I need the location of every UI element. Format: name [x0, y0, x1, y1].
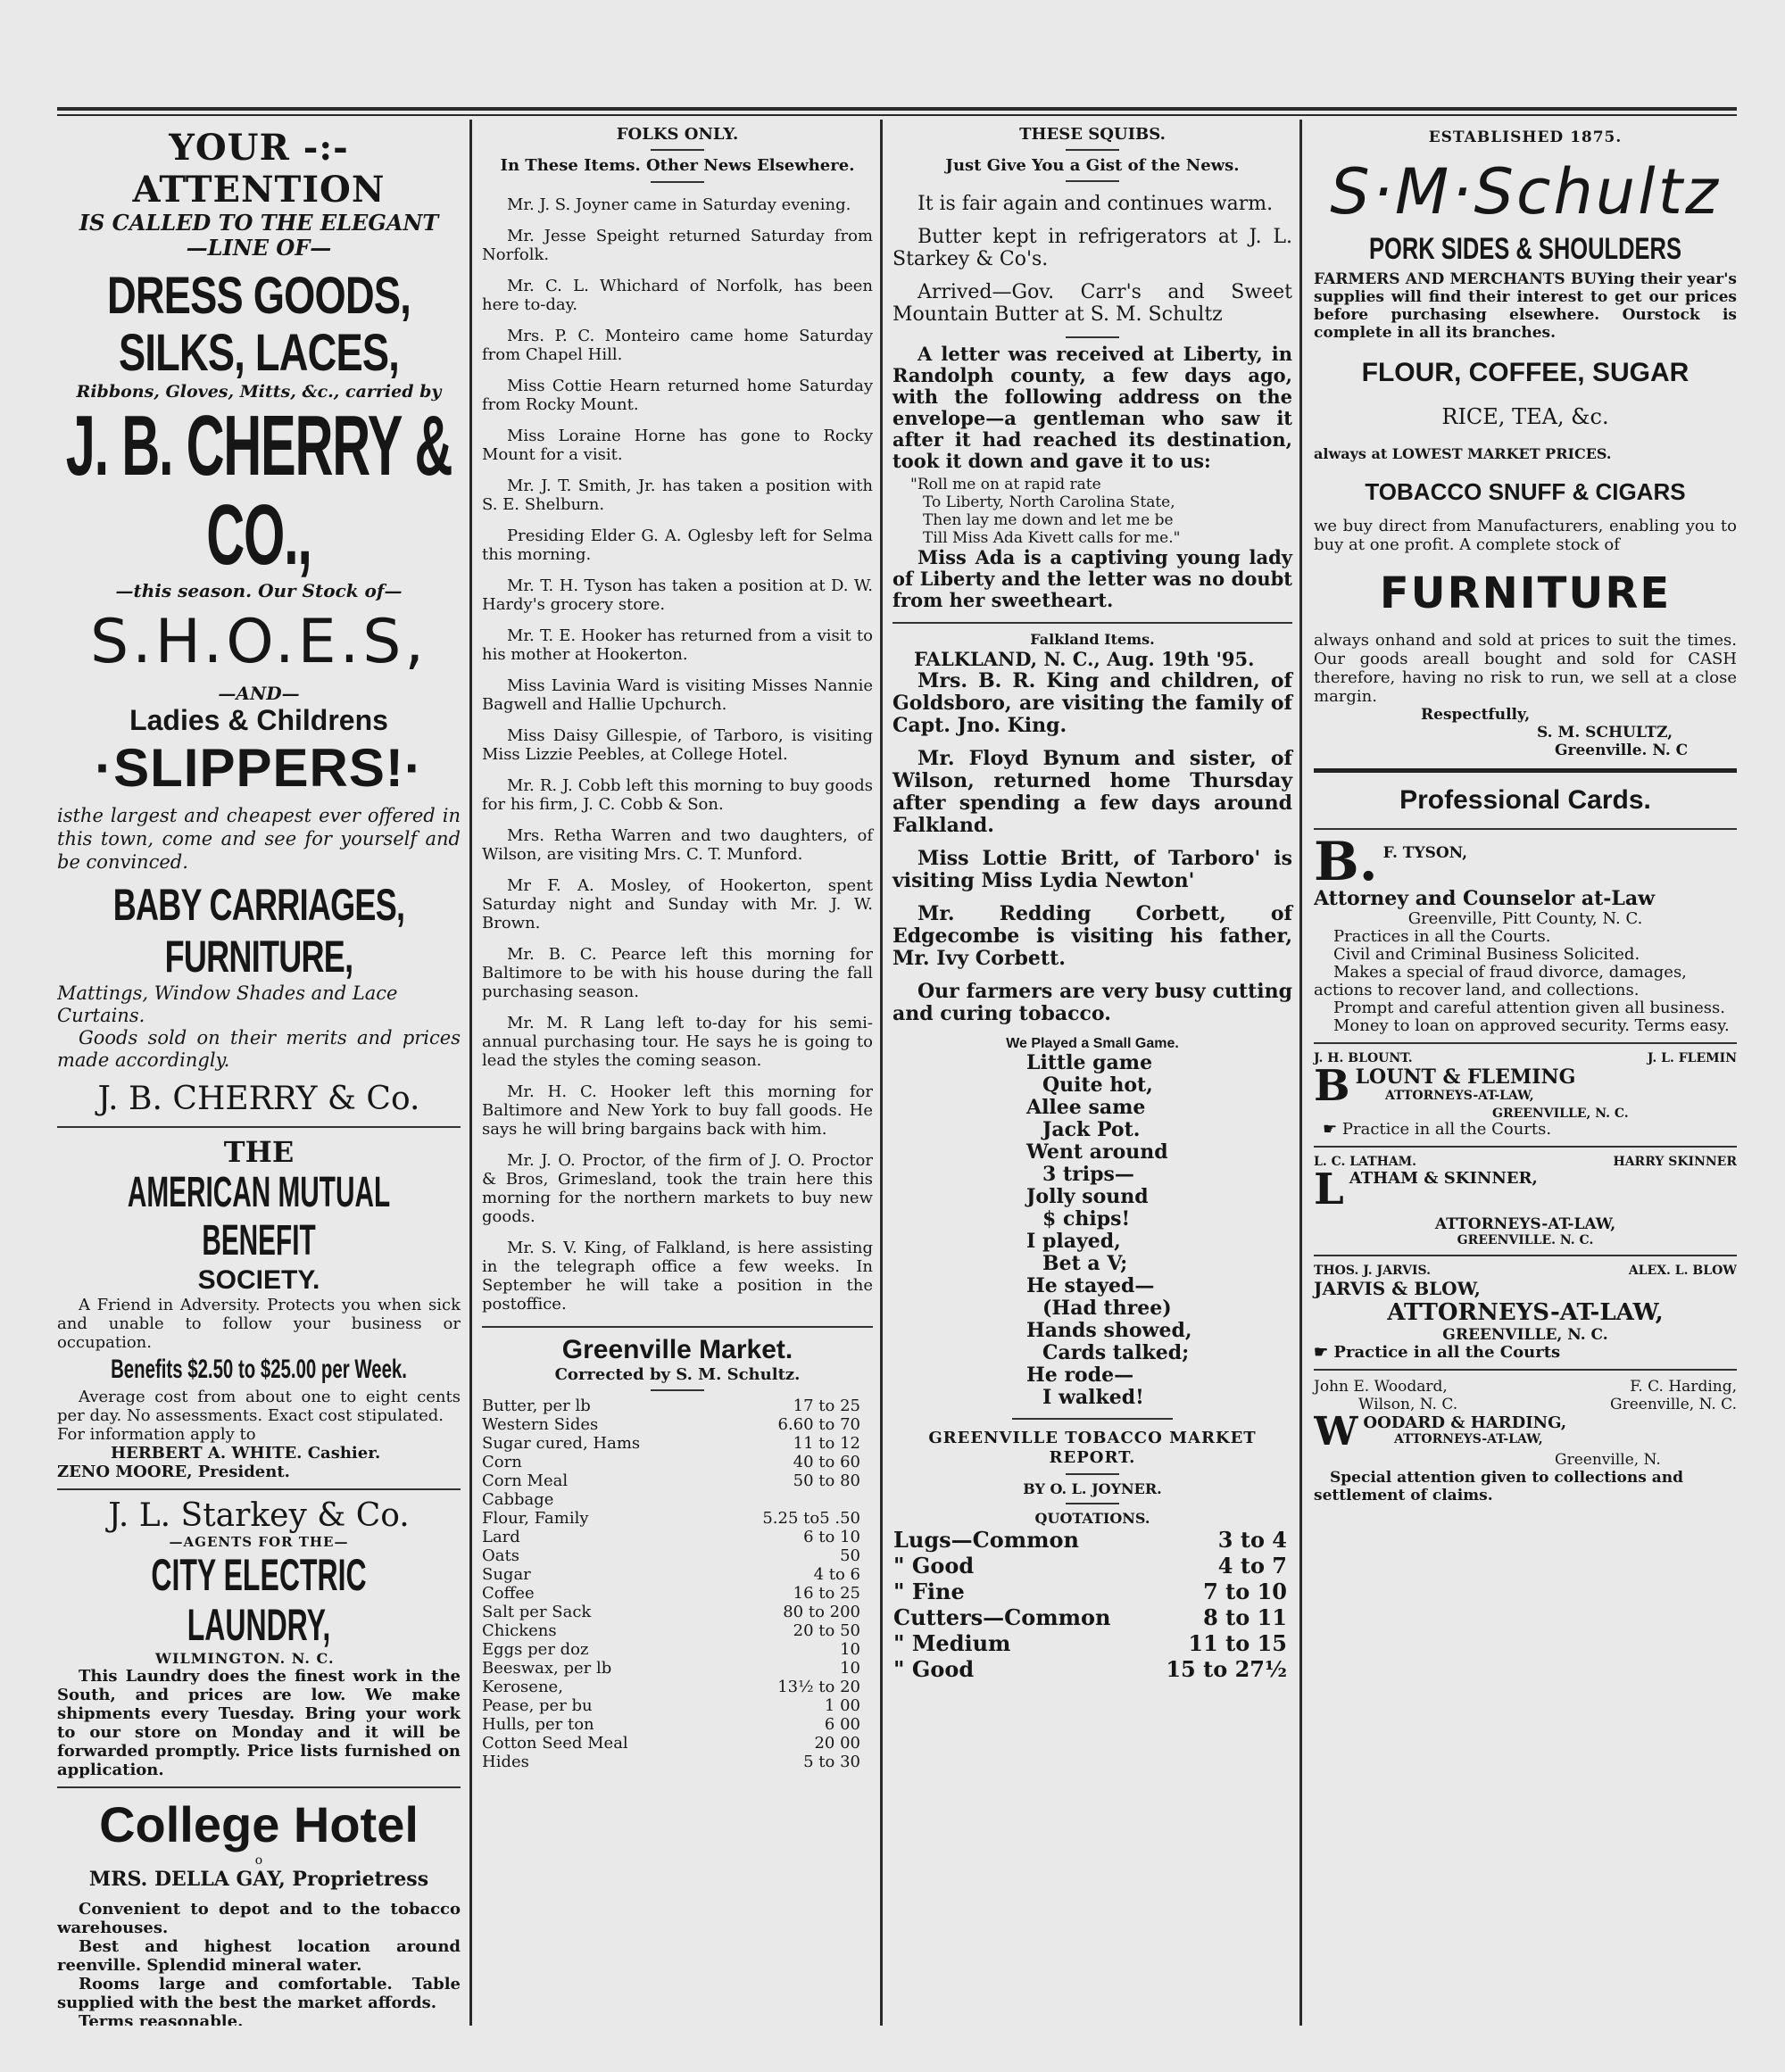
- table-row: [482, 1659, 873, 1678]
- pointing-hand-icon: ☛: [1314, 1343, 1329, 1362]
- starkey-name: J. L. Starkey & Co.: [108, 1497, 410, 1534]
- market-price: 50 to 80: [793, 1471, 860, 1490]
- market-item: Flour, Family: [482, 1509, 589, 1528]
- always-text: always onhand and sold at prices to suit the times. Our goods areall bought and sold for CASH therefore, having no risk to run, we sell at a close margin.: [1314, 631, 1737, 706]
- line-of: —LINE OF—: [186, 235, 332, 261]
- attention-headline: YOUR -:- ATTENTION: [132, 127, 386, 211]
- verse-line: Then lay me down and let me be: [923, 511, 1174, 529]
- quote-value: 15 to 27½: [1166, 1656, 1287, 1682]
- list-item: Mr. B. C. Pearce left this morning for Baltimore to be with his house during the fall purchasing season.: [482, 945, 873, 1001]
- professional-cards-title: Professional Cards.: [1399, 785, 1651, 815]
- respectfully: Respectfully,: [1421, 706, 1531, 724]
- quote-label: Lugs—Common: [893, 1527, 1079, 1553]
- divider: [57, 1488, 461, 1490]
- blount-initial: B: [1314, 1065, 1350, 1106]
- list-item: Mrs. P. C. Monteiro came home Saturday from Chapel Hill.: [482, 327, 873, 364]
- column-4: [1307, 120, 1737, 2026]
- table-row: [482, 1453, 873, 1471]
- table-row: [482, 1415, 873, 1434]
- average-text: Average cost from about one to eight cents per day. No assessments. Exact cost stipulated.: [57, 1388, 461, 1425]
- table-row: [482, 1621, 873, 1640]
- quote-value: 3 to 4: [1217, 1527, 1287, 1553]
- market-price: 20 00: [814, 1734, 860, 1753]
- short-rule: [1066, 149, 1119, 151]
- tyson-name: F. TYSON,: [1382, 844, 1468, 862]
- short-rule: [651, 149, 704, 151]
- latham-town: GREENVILLE. N. C.: [1457, 1233, 1594, 1247]
- woodard-right: F. C. Harding,: [1630, 1378, 1737, 1396]
- hotel-p3: Rooms large and comfortable. Table supplied with the best the market affords.: [57, 1975, 461, 2012]
- squib-2: Butter kept in refrigerators at J. L. Starkey & Co's.: [892, 226, 1292, 270]
- blount-right: J. L. FLEMIN: [1647, 1051, 1737, 1065]
- tyson-line: Prompt and careful attention given all business.: [1333, 999, 1725, 1017]
- quote-value: 4 to 7: [1217, 1553, 1287, 1579]
- market-item: Lard: [482, 1528, 520, 1546]
- table-row: [892, 1656, 1292, 1682]
- woodard-left: John E. Woodard,: [1314, 1378, 1448, 1396]
- info-line: For information apply to: [57, 1425, 256, 1444]
- market-item: Sugar: [482, 1565, 531, 1584]
- mutual-name: AMERICAN MUTUAL BENEFIT: [127, 1169, 391, 1264]
- verse-line: To Liberty, North Carolina State,: [923, 493, 1175, 511]
- quote-label: " Good: [893, 1553, 975, 1579]
- market-price: 10: [840, 1659, 860, 1678]
- divider: [1314, 1042, 1737, 1044]
- table-row: [482, 1509, 873, 1528]
- woodard-initial: W: [1314, 1413, 1358, 1451]
- poem-line: (Had three): [1042, 1297, 1172, 1320]
- poem-line: Jack Pot.: [1042, 1118, 1141, 1141]
- column-2: [477, 120, 878, 2026]
- quote-value: 11 to 15: [1188, 1630, 1287, 1656]
- list-item: Mr F. A. Mosley, of Hookerton, spent Saturday night and Sunday with Mr. J. W. Brown.: [482, 876, 873, 932]
- newspaper-page: [57, 107, 1737, 2026]
- market-corrected: Corrected by S. M. Schultz.: [554, 1365, 801, 1384]
- poem-line: He rode—: [1026, 1363, 1134, 1387]
- latham-left: L. C. LATHAM.: [1314, 1155, 1417, 1169]
- divider: [892, 622, 1292, 624]
- tobacco-by: BY O. L. JOYNER.: [1023, 1480, 1162, 1497]
- list-item: Mr. J. O. Proctor, of the firm of J. O. Proctor & Bros, Grimesland, took the train here this morning for the northern markets to buy new goods.: [482, 1151, 873, 1226]
- market-item: Pease, per bu: [482, 1696, 593, 1715]
- poem-line: Jolly sound: [1026, 1185, 1149, 1208]
- poem-line: Allee same: [1026, 1096, 1146, 1119]
- furniture-headline: FURNITURE: [1379, 568, 1672, 618]
- divider: [57, 1126, 461, 1128]
- poem-line: He stayed—: [1026, 1274, 1155, 1297]
- latham-card: [1314, 1155, 1737, 1247]
- table-row: [482, 1603, 873, 1621]
- jarvis-firm: JARVIS & BLOW,: [1314, 1278, 1481, 1299]
- table-row: [482, 1678, 873, 1696]
- table-row: [482, 1528, 873, 1546]
- list-item: Mr. T. E. Hooker has returned from a visit to his mother at Hookerton.: [482, 626, 873, 664]
- falkland-3: Miss Lottie Britt, of Tarboro' is visiting Miss Lydia Newton': [892, 847, 1292, 892]
- woodard-card: [1314, 1378, 1737, 1504]
- rice-line: RICE, TEA, &c.: [1441, 404, 1609, 429]
- list-item: Mr. J. T. Smith, Jr. has taken a position with S. E. Shelburn.: [482, 477, 873, 514]
- squibs-subtitle: Just Give You a Gist of the News.: [945, 156, 1240, 175]
- market-price: 20 to 50: [793, 1621, 860, 1640]
- quote-label: " Fine: [893, 1579, 965, 1604]
- latham-right: HARRY SKINNER: [1613, 1155, 1737, 1169]
- table-row: [892, 1630, 1292, 1656]
- table-row: [482, 1546, 873, 1565]
- the-line: THE: [223, 1135, 295, 1169]
- short-rule: [1012, 1418, 1173, 1420]
- blount-role: ATTORNEYS-AT-LAW,: [1385, 1089, 1534, 1103]
- market-item: Eggs per doz: [482, 1640, 589, 1659]
- list-item: Mr. S. V. King, of Falkland, is here assisting in the telegraph office a few weeks. In September he will take a position in the postoffice.: [482, 1239, 873, 1314]
- squibs-title: THESE SQUIBS.: [1019, 125, 1166, 144]
- market-item: Cotton Seed Meal: [482, 1734, 628, 1753]
- list-item: Mr. J. S. Joyner came in Saturday evening.: [507, 195, 851, 214]
- tobacco-headline: TOBACCO SNUFF & CIGARS: [1365, 478, 1686, 505]
- mattings-text: Mattings, Window Shades and Lace Curtains.: [57, 982, 398, 1026]
- quote-label: " Good: [893, 1656, 975, 1682]
- verse-line: Till Miss Ada Kivett calls for me.": [923, 529, 1181, 547]
- table-row: [482, 1734, 873, 1753]
- market-item: Oats: [482, 1546, 519, 1565]
- quote-label: Cutters—Common: [893, 1604, 1111, 1630]
- laundry-body: This Laundry does the finest work in the South, and prices are low. We make shipments every Tuesday. Bring your work to our store on Monday and it will be forwarded promptly. Price lists furnished on application.: [57, 1667, 461, 1779]
- game-title: We Played a Small Game.: [1006, 1036, 1179, 1051]
- divider: [1314, 1146, 1737, 1148]
- market-item: Cabbage: [482, 1490, 554, 1509]
- market-price: 6 to 10: [803, 1528, 860, 1546]
- tyson-card: [1314, 837, 1737, 1035]
- tyson-line: Civil and Criminal Business Solicited.: [1333, 945, 1640, 964]
- jarvis-left: THOS. J. JARVIS.: [1314, 1264, 1432, 1278]
- table-row: [482, 1696, 873, 1715]
- folks-subtitle: In These Items. Other News Elsewhere.: [500, 156, 855, 175]
- poem-line: Little game: [1026, 1051, 1153, 1074]
- woodard-town: Greenville, N.: [1555, 1451, 1661, 1469]
- divider: [1314, 1255, 1737, 1256]
- cashier-line: HERBERT A. WHITE. Cashier.: [111, 1444, 381, 1463]
- market-price: 80 to 200: [783, 1603, 860, 1621]
- tyson-line: Money to loan on approved security. Terms easy.: [1333, 1016, 1730, 1035]
- jarvis-card: [1314, 1264, 1737, 1362]
- column-rule: [1299, 120, 1302, 2026]
- schultz-logo: S·M·Schultz: [1330, 155, 1721, 228]
- short-rule: [1066, 1503, 1119, 1504]
- market-item: Western Sides: [482, 1415, 599, 1434]
- tyson-line: Makes a special of fraud divorce, damages, actions to recover land, and collections.: [1314, 963, 1687, 999]
- tyson-initial: B.: [1314, 837, 1378, 893]
- list-item: Mrs. Retha Warren and two daughters, of Wilson, are visiting Mrs. C. T. Munford.: [482, 826, 873, 864]
- squib-3: Arrived—Gov. Carr's and Sweet Mountain Butter at S. M. Schultz: [892, 281, 1292, 326]
- column-rule: [469, 120, 472, 2026]
- woodard-role: ATTORNEYS-AT-LAW,: [1394, 1432, 1543, 1446]
- season-line: —this season. Our Stock of—: [115, 580, 403, 601]
- latham-initial: L: [1314, 1169, 1344, 1210]
- poem-line: 3 trips—: [1042, 1163, 1134, 1186]
- latham-role: ATTORNEYS-AT-LAW,: [1434, 1215, 1616, 1233]
- poem-line: Quite hot,: [1042, 1073, 1153, 1097]
- blount-firm: LOUNT & FLEMING: [1355, 1065, 1576, 1089]
- market-item: Sugar cured, Hams: [482, 1434, 641, 1453]
- largest-text: isthe largest and cheapest ever offered in this town, come and see for yourself and be convinced.: [57, 805, 461, 873]
- falkland-4: Mr. Redding Corbett, of Edgecombe is visiting his father, Mr. Ivy Corbett.: [892, 902, 1292, 970]
- short-rule: [651, 1389, 704, 1391]
- baby-carriages-headline: BABY CARRIAGES, FURNITURE,: [112, 880, 405, 982]
- list-item: Mr. C. L. Whichard of Norfolk, has been here to-day.: [482, 277, 873, 314]
- market-price: 5.25 to5 .50: [762, 1509, 860, 1528]
- slippers-headline: ·SLIPPERS!·: [95, 738, 423, 798]
- ladies-line: Ladies & Childrens: [129, 704, 388, 736]
- letter-verse: [892, 476, 1292, 547]
- ribbons-line: Ribbons, Gloves, Mitts, &c., carried by: [76, 382, 442, 402]
- divider: [57, 1786, 461, 1788]
- schultz-signature: S. M. SCHULTZ,: [1537, 724, 1673, 742]
- personal-items-list: [482, 195, 873, 1314]
- list-item: Mr. R. J. Cobb left this morning to buy goods for his firm, J. C. Cobb & Son.: [482, 776, 873, 814]
- top-rule: [57, 107, 1737, 111]
- quotations-table: [892, 1527, 1292, 1682]
- agents-line: —AGENTS FOR THE—: [169, 1534, 349, 1550]
- list-item: Mr. H. C. Hooker left this morning for Baltimore and New York to buy fall goods. He says he will bring bargains back with him.: [482, 1082, 873, 1139]
- poem-line: Went around: [1026, 1140, 1168, 1164]
- poem-line: Hands showed,: [1026, 1319, 1192, 1342]
- flour-headline: FLOUR, COFFEE, SUGAR: [1361, 358, 1690, 387]
- short-rule: [1066, 1473, 1119, 1475]
- table-row: [482, 1490, 873, 1509]
- pointing-hand-icon: ☛: [1323, 1120, 1338, 1139]
- farmers-text: FARMERS AND MERCHANTS BUYing their year's supplies will find their interest to get our prices before purchasing elsewhere. Ourstock is complete in all its branches.: [1314, 270, 1737, 342]
- tyson-town: Greenville, Pitt County, N. C.: [1407, 909, 1643, 928]
- market-price: 50: [840, 1546, 860, 1565]
- laundry-city: WILMINGTON. N. C.: [155, 1650, 335, 1667]
- college-hotel-name: College Hotel: [99, 1796, 419, 1852]
- market-price: 17 to 25: [793, 1397, 860, 1415]
- letter-text: A letter was received at Liberty, in Randolph county, a few days ago, with the following address on the envelope—a gentleman who saw it after it had reached its destination, took it down and gave it to us:: [892, 343, 1292, 472]
- jarvis-role: ATTORNEYS-AT-LAW,: [1387, 1299, 1664, 1326]
- woodard-special: Special attention given to collections and settlement of claims.: [1314, 1469, 1683, 1504]
- market-price: 6 00: [824, 1715, 860, 1734]
- falkland-1: Mrs. B. R. King and children, of Goldsboro, are visiting the family of Capt. Jno. King.: [892, 669, 1292, 737]
- top-rule-thin: [57, 114, 1737, 116]
- market-price: 4 to 6: [813, 1565, 860, 1584]
- verse-line: "Roll me on at rapid rate: [910, 476, 1101, 493]
- quote-value: 7 to 10: [1203, 1579, 1287, 1604]
- market-price: 6.60 to 70: [777, 1415, 860, 1434]
- falkland-title: Falkland Items.: [1030, 631, 1155, 648]
- society-line: SOCIETY.: [197, 1265, 320, 1295]
- poem-line: $ chips!: [1042, 1207, 1131, 1231]
- table-row: [892, 1553, 1292, 1579]
- divider: [1314, 1369, 1737, 1371]
- short-rule: [1066, 180, 1119, 182]
- woodard-firm: OODARD & HARDING,: [1363, 1413, 1567, 1432]
- table-row: [482, 1640, 873, 1659]
- table-row: [892, 1527, 1292, 1553]
- lowest-line: always at LOWEST MARKET PRICES.: [1314, 445, 1612, 462]
- column-1: [57, 120, 468, 2026]
- blount-town: GREENVILLE, N. C.: [1492, 1106, 1629, 1121]
- table-row: [482, 1584, 873, 1603]
- goods-text: Goods sold on their merits and prices made accordingly.: [57, 1027, 461, 1071]
- latham-firm: ATHAM & SKINNER,: [1349, 1169, 1538, 1188]
- quote-value: 8 to 11: [1203, 1604, 1287, 1630]
- hotel-p1: Convenient to depot and to the tobacco warehouses.: [57, 1900, 461, 1937]
- market-item: Chickens: [482, 1621, 557, 1640]
- blount-card: [1314, 1051, 1737, 1139]
- market-item: Hulls, per ton: [482, 1715, 594, 1734]
- table-row: [482, 1715, 873, 1734]
- schultz-town: Greenville. N. C: [1555, 742, 1689, 759]
- market-price: [712, 1490, 873, 1509]
- list-item: Mr. T. H. Tyson has taken a position at D. W. Hardy's grocery store.: [482, 576, 873, 614]
- list-item: Miss Daisy Gillespie, of Tarboro, is visiting Miss Lizzie Peebles, at College Hotel.: [482, 726, 873, 764]
- list-item: Mr. M. R Lang left to-day for his semi-annual purchasing tour. He says he is going to lead the styles the coming season.: [482, 1014, 873, 1070]
- market-item: Hides: [482, 1753, 529, 1771]
- table-row: [482, 1471, 873, 1490]
- market-price: 11 to 12: [793, 1434, 860, 1453]
- falkland-5: Our farmers are very busy cutting and curing tobacco.: [892, 980, 1292, 1025]
- market-table: [482, 1397, 873, 1771]
- divider: [1314, 828, 1737, 830]
- table-row: [482, 1397, 873, 1415]
- laundry-name: CITY ELECTRIC LAUNDRY,: [151, 1550, 367, 1650]
- jarvis-practice: Practice in all the Courts: [1333, 1343, 1561, 1362]
- short-rule: [1066, 336, 1119, 338]
- market-item: Kerosene,: [482, 1678, 563, 1696]
- and-line: —AND—: [218, 683, 300, 704]
- market-item: Coffee: [482, 1584, 535, 1603]
- jarvis-right: ALEX. L. BLOW: [1628, 1264, 1737, 1278]
- president-line: ZENO MOORE, President.: [57, 1463, 290, 1481]
- jarvis-town: GREENVILLE, N. C.: [1442, 1326, 1608, 1344]
- direct-text: we buy direct from Manufacturers, enabling you to buy at one profit. A complete stock of: [1314, 517, 1737, 554]
- market-price: 13½ to 20: [777, 1678, 860, 1696]
- squib-1: It is fair again and continues warm.: [917, 193, 1274, 215]
- poem-line: I walked!: [1042, 1386, 1144, 1409]
- column-3: [887, 120, 1298, 2026]
- benefits-line: Benefits $2.50 to $25.00 per Week.: [111, 1355, 407, 1384]
- shoes-headline: S.H.O.E.S,: [89, 607, 428, 677]
- folks-title: FOLKS ONLY.: [616, 125, 739, 144]
- falkland-date: FALKLAND, N. C., Aug. 19th '95.: [914, 648, 1255, 670]
- pork-headline: PORK SIDES & SHOULDERS: [1369, 232, 1681, 266]
- market-item: Corn Meal: [482, 1471, 569, 1490]
- woodard-left2: Wilson, N. C.: [1358, 1396, 1458, 1413]
- poem-line: Bet a V;: [1042, 1252, 1128, 1275]
- divider: [482, 1326, 873, 1328]
- blount-left: J. H. BLOUNT.: [1314, 1051, 1413, 1065]
- market-price: 16 to 25: [793, 1584, 860, 1603]
- quote-label: " Medium: [893, 1630, 1011, 1656]
- table-row: [482, 1434, 873, 1453]
- tyson-title: Attorney and Counselor at-Law: [1314, 887, 1656, 910]
- table-row: [892, 1579, 1292, 1604]
- list-item: Miss Loraine Horne has gone to Rocky Mount for a visit.: [482, 427, 873, 464]
- market-price: 10: [840, 1640, 860, 1659]
- tobacco-title: GREENVILLE TOBACCO MARKET REPORT.: [928, 1429, 1257, 1467]
- list-item: Mr. Jesse Speight returned Saturday from Norfolk.: [482, 227, 873, 264]
- market-item: Salt per Sack: [482, 1603, 592, 1621]
- market-price: 5 to 30: [803, 1753, 860, 1771]
- called-line: IS CALLED TO THE ELEGANT: [79, 210, 439, 236]
- table-row: [482, 1753, 873, 1771]
- cherry-signature: J. B. CHERRY & Co.: [97, 1081, 420, 1117]
- market-price: 1 00: [824, 1696, 860, 1715]
- game-poem: [892, 1052, 1292, 1409]
- short-rule: [651, 181, 704, 183]
- established-line: ESTABLISHED 1875.: [1428, 128, 1623, 146]
- market-item: Butter, per lb: [482, 1397, 591, 1415]
- list-item: Miss Cottie Hearn returned home Saturday from Rocky Mount.: [482, 377, 873, 414]
- quotations-label: QUOTATIONS.: [1034, 1510, 1150, 1527]
- market-item: Corn: [482, 1453, 522, 1471]
- hotel-proprietress: MRS. DELLA GAY, Proprietress: [88, 1868, 429, 1891]
- poem-line: I played,: [1026, 1230, 1121, 1253]
- market-title: Greenville Market.: [561, 1335, 793, 1364]
- dress-goods-headline: DRESS GOODS, SILKS, LACES,: [106, 267, 411, 382]
- table-row: [892, 1604, 1292, 1630]
- ada-text: Miss Ada is a captiving young lady of Liberty and the letter was no doubt from her sweetheart.: [892, 546, 1292, 611]
- divider: [1314, 768, 1737, 773]
- list-item: Miss Lavinia Ward is visiting Misses Nannie Bagwell and Hallie Upchurch.: [482, 676, 873, 714]
- hotel-o: o: [254, 1853, 263, 1868]
- list-item: Presiding Elder G. A. Oglesby left for Selma this morning.: [482, 526, 873, 564]
- blount-practice: Practice in all the Courts.: [1341, 1120, 1552, 1139]
- friend-text: A Friend in Adversity. Protects you when sick and unable to follow your business or occupation.: [57, 1296, 461, 1352]
- hotel-p4: Terms reasonable.: [79, 2012, 244, 2026]
- market-price: 40 to 60: [793, 1453, 860, 1471]
- table-row: [482, 1565, 873, 1584]
- column-rule: [880, 120, 883, 2026]
- woodard-right2: Greenville, N. C.: [1610, 1396, 1737, 1413]
- company-name: J. B. CHERRY & CO.,: [65, 398, 452, 583]
- market-item: Beeswax, per lb: [482, 1659, 612, 1678]
- tyson-line: Practices in all the Courts.: [1333, 927, 1551, 946]
- hotel-p2: Best and highest location around reenville. Splendid mineral water.: [57, 1937, 461, 1975]
- falkland-2: Mr. Floyd Bynum and sister, of Wilson, returned home Thursday after spending a few days around Falkland.: [892, 747, 1292, 837]
- poem-line: Cards talked;: [1042, 1341, 1190, 1364]
